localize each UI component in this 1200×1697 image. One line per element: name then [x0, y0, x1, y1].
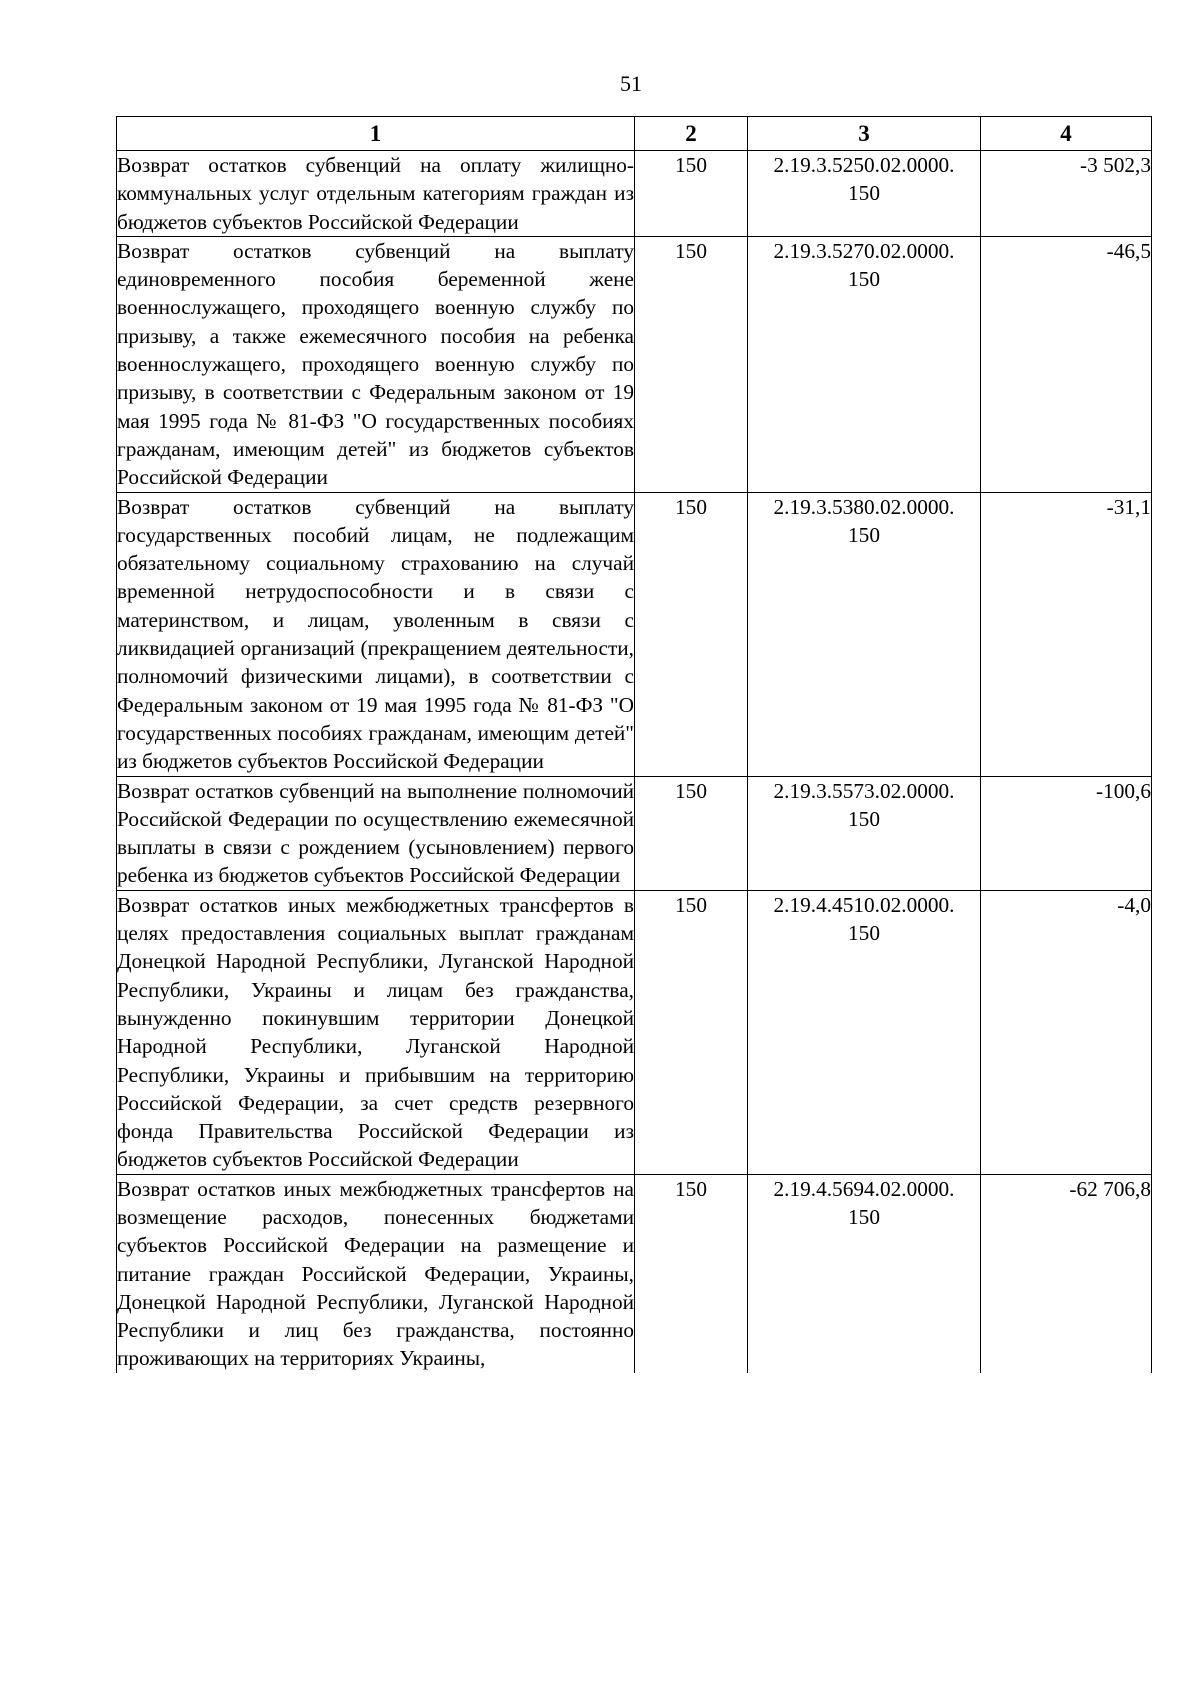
row-kbk-code — [748, 776, 981, 890]
row-description: Возврат остатков субвенций на оплату жилищно-коммунальных услуг отдельным категориям граждан из бюджетов субъектов Российской Федерации — [117, 151, 635, 237]
kbk-code-part-1: 2.19.4.5694.02.0000. — [773, 1176, 955, 1201]
table-row — [117, 890, 1152, 1174]
kbk-code-part-2: 150 — [848, 921, 880, 946]
row-kbk-code — [748, 890, 981, 1174]
kbk-code-part-1: 2.19.3.5380.02.0000. — [773, 494, 955, 519]
row-admin-code: 150 — [635, 151, 748, 237]
row-kbk-code — [748, 151, 981, 237]
kbk-code-part-1: 2.19.3.5250.02.0000. — [773, 153, 955, 177]
kbk-code-part-2: 150 — [848, 181, 880, 206]
kbk-code-part-2: 150 — [848, 522, 880, 547]
kbk-code-part-1: 2.19.3.5573.02.0000. — [773, 778, 955, 803]
column-header-4: 4 — [981, 117, 1152, 151]
kbk-code-part-1: 2.19.4.4510.02.0000. — [773, 892, 955, 917]
table-row — [117, 776, 1152, 890]
kbk-code-part-2: 150 — [848, 1204, 880, 1229]
row-admin-code: 150 — [635, 1174, 748, 1373]
column-header-3: 3 — [748, 117, 981, 151]
page-number: 51 — [620, 71, 642, 96]
row-description: Возврат остатков субвенций на выплату государственных пособий лицам, не подлежащим обязательному социальному страхованию на случай временной нетрудоспособности и в связи с материнством, и лицам, уволенным в связи с ликвидацией организаций (прекращением деятельности, полномочий физическими лицами), в соответствии с Федеральным законом от 19 мая 1995 года № 81-ФЗ "О государственных пособиях гражданам, имеющим детей" из бюджетов субъектов Российской Федерации — [117, 492, 635, 776]
table-header-row — [117, 117, 1152, 151]
row-amount: -3 502,3 — [981, 151, 1152, 237]
row-amount: -100,6 — [981, 776, 1152, 890]
row-admin-code: 150 — [635, 776, 748, 890]
table-row — [117, 151, 1152, 237]
row-description: Возврат остатков субвенций на выполнение полномочий Российской Федерации по осуществлению ежемесячной выплаты в связи с рождением (усыновлением) первого ребенка из бюджетов субъектов Российской Федерации — [117, 776, 635, 890]
row-description: Возврат остатков субвенций на выплату единовременного пособия беременной жене военнослужащего, проходящего военную службу по призыву, а также ежемесячного пособия на ребенка военнослужащего, проходящего военную службу по призыву, в соответствии с Федеральным законом от 19 мая 1995 года № 81-ФЗ "О государственных пособиях гражданам, имеющим детей" из бюджетов субъектов Российской Федерации — [117, 236, 635, 492]
kbk-code-part-2: 150 — [848, 806, 880, 831]
row-admin-code: 150 — [635, 890, 748, 1174]
row-kbk-code — [748, 492, 981, 776]
row-description: Возврат остатков иных межбюджетных трансфертов в целях предоставления социальных выплат гражданам Донецкой Народной Республики, Луганской Народной Республики, Украины и лицам без гражданства, вынужденно покинувшим территории Донецкой Народной Республики, Луганской Народной Республики, Украины и прибывшим на территорию Российской Федерации, за счет средств резервного фонда Правительства Российской Федерации из бюджетов субъектов Российской Федерации — [117, 890, 635, 1174]
table-row — [117, 1174, 1152, 1373]
kbk-code-part-1: 2.19.3.5270.02.0000. — [773, 238, 955, 263]
row-description: Возврат остатков иных межбюджетных трансфертов на возмещение расходов, понесенных бюджетами субъектов Российской Федерации на размещение и питание граждан Российской Федерации, Украины, Донецкой Народной Республики, Луганской Народной Республики и лиц без гражданства, постоянно проживающих на территориях Украины, — [117, 1174, 635, 1373]
row-kbk-code — [748, 236, 981, 492]
row-amount: -62 706,8 — [981, 1174, 1152, 1373]
row-kbk-code — [748, 1174, 981, 1373]
budget-table — [116, 116, 1152, 1373]
table-row — [117, 236, 1152, 492]
column-header-2: 2 — [635, 117, 748, 151]
row-amount: -31,1 — [981, 492, 1152, 776]
row-amount: -46,5 — [981, 236, 1152, 492]
kbk-code-part-2: 150 — [848, 267, 880, 292]
column-header-1: 1 — [117, 117, 635, 151]
row-admin-code: 150 — [635, 236, 748, 492]
table-row — [117, 492, 1152, 776]
row-amount: -4,0 — [981, 890, 1152, 1174]
row-admin-code: 150 — [635, 492, 748, 776]
